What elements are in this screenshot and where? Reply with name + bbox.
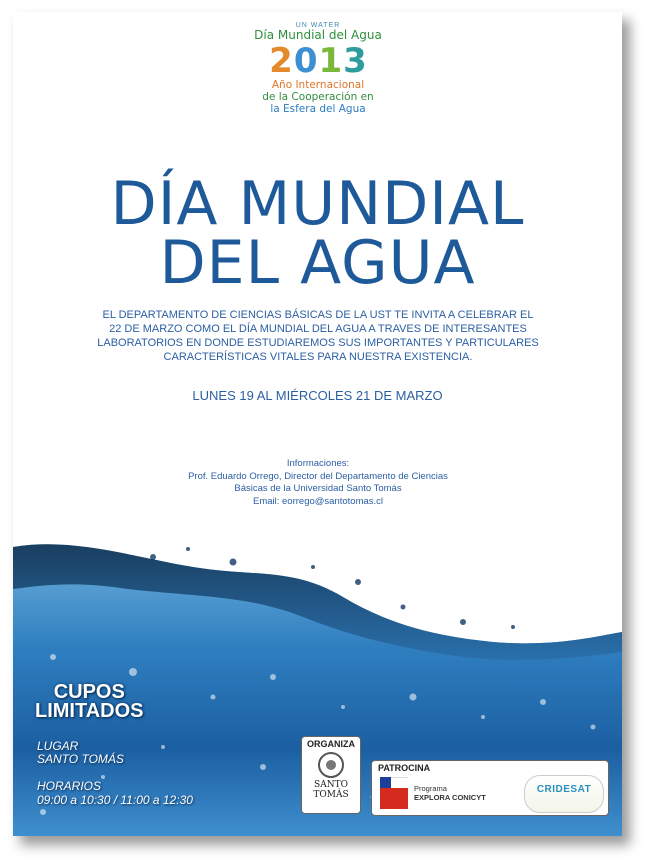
poster-title-line1: DÍA MUNDIAL — [110, 169, 525, 239]
program-label: Programa — [414, 784, 447, 793]
program-name: EXPLORA CONICYT — [414, 793, 486, 802]
poster-title-line2: DEL AGUA — [159, 228, 476, 298]
info-heading: Informaciones: — [286, 458, 350, 469]
logo-line: Año Internacional — [271, 79, 365, 91]
logo-year-digit: 2 — [269, 41, 293, 81]
invitation-text — [73, 308, 563, 364]
schedule-value: 09:00 a 10:30 / 11:00 a 12:30 — [37, 793, 193, 807]
event-dates: LUNES 19 AL MIÉRCOLES 21 DE MARZO — [192, 388, 443, 403]
limited-spots — [35, 683, 144, 721]
sponsor-box — [371, 760, 609, 816]
organizer-box — [301, 736, 361, 814]
explora-program — [414, 784, 486, 802]
invitation-line: CARACTERÍSTICAS VITALES PARA NUESTRA EXISTENCIA. — [163, 351, 473, 363]
schedule — [37, 779, 193, 807]
cupos-line: LIMITADOS — [35, 700, 144, 722]
logo-year-digit: 0 — [293, 41, 318, 81]
world-water-day-logo — [243, 18, 393, 136]
invitation-line: 22 DE MARZO COMO EL DÍA MUNDIAL DEL AGUA A TRAVES DE INTERESANTES — [109, 323, 527, 335]
contact-info — [143, 458, 493, 508]
santo-tomas-seal-icon — [318, 752, 344, 778]
sponsor-label: PATROCINA — [378, 763, 431, 773]
logo-year — [243, 43, 393, 79]
info-line: Prof. Eduardo Orrego, Director del Departamento de Ciencias — [188, 470, 448, 482]
location — [37, 740, 124, 766]
logo-org: UN WATER — [295, 22, 341, 29]
cupos-line: CUPOS — [53, 681, 125, 703]
location-label: LUGAR — [37, 739, 79, 753]
logo-year-digit: 1 — [318, 41, 343, 81]
location-value: SANTO TOMÁS — [37, 752, 124, 766]
logo-line: la Esfera del Agua — [270, 103, 366, 115]
invitation-line: LABORATORIOS EN DONDE ESTUDIAREMOS SUS IMPORTANTES Y PARTICULARES — [97, 337, 539, 349]
logo-year-digit: 3 — [343, 41, 367, 81]
poster — [13, 12, 622, 836]
logo-event: Día Mundial del Agua — [254, 28, 382, 42]
organizer-name: SANTO — [314, 780, 348, 790]
schedule-label: HORARIOS — [37, 779, 102, 793]
logo-line: de la Cooperación en — [262, 91, 374, 103]
organizer-name: TOMÁS — [313, 790, 349, 800]
chile-flag-icon — [380, 777, 408, 809]
info-email: Email: eorrego@santotomas.cl — [252, 495, 384, 507]
cridesat-logo — [524, 775, 604, 813]
invitation-line: EL DEPARTAMENTO DE CIENCIAS BÁSICAS DE LA UST TE INVITA A CELEBRAR EL — [102, 309, 534, 321]
info-line: Básicas de la Universidad Santo Tomás — [234, 483, 402, 494]
cridesat-name: CRIDESAT — [536, 784, 592, 795]
organizer-label: ORGANIZA — [307, 739, 355, 749]
